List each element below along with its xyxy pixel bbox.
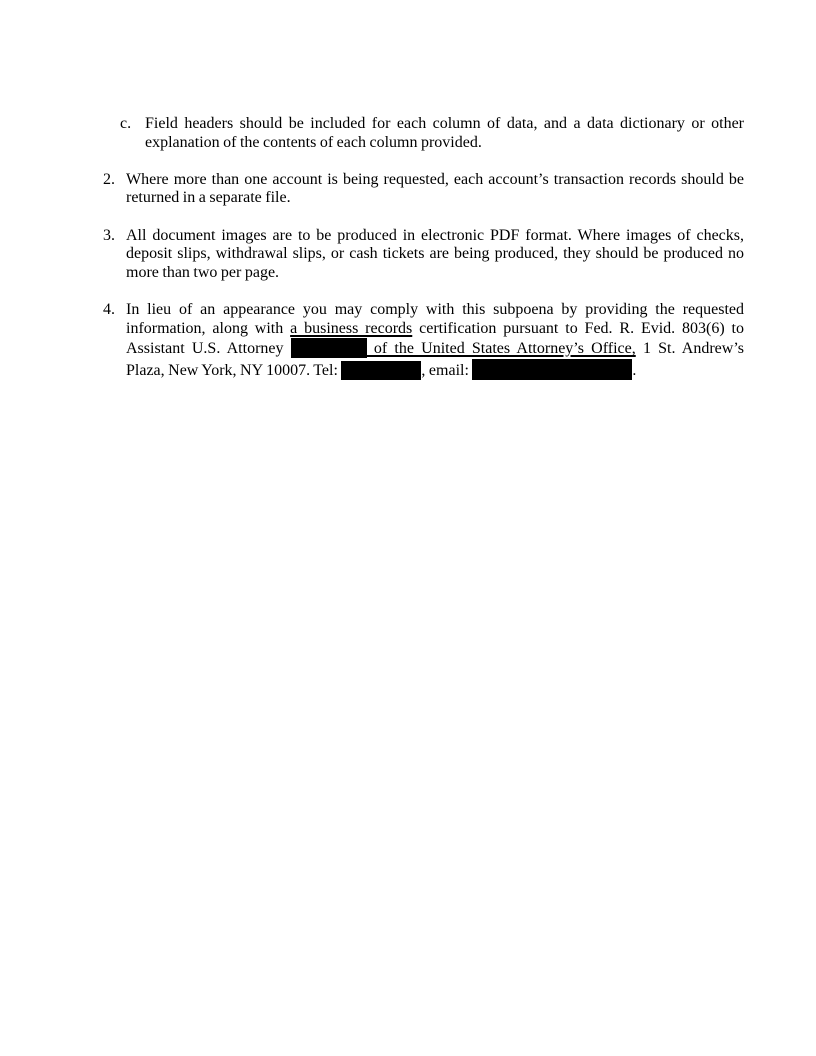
text-line — [126, 320, 744, 339]
underlined-phrase: a business records — [290, 319, 413, 337]
text-line: All document images are to be produced in electronic PDF format. Where images of checks, — [126, 226, 744, 244]
text-fragment: certification pursuant to Fed. R. Evid. 803(6) to — [412, 319, 744, 337]
list-item-c-text — [145, 115, 744, 152]
text-fragment: information, along with — [126, 319, 291, 337]
text-line: explanation of the contents of each column provided. — [145, 133, 482, 151]
text-line: Field headers should be included for each column of data, and a data dictionary or other — [145, 115, 744, 132]
text-line: In lieu of an appearance you may comply with this subpoena by providing the requested — [126, 300, 744, 318]
redaction-box-telephone — [341, 361, 421, 380]
list-item-4 — [103, 301, 744, 380]
text-fragment: , email: — [421, 361, 473, 379]
underlined-phrase: of the United States Attorney’s Office, — [366, 340, 636, 358]
text-fragment: Plaza, New York, NY 10007. Tel: — [126, 361, 342, 379]
list-item-3 — [103, 227, 744, 283]
list-item-2-text — [126, 171, 744, 208]
list-marker-c: c. — [120, 115, 132, 132]
text-line: Where more than one account is being requested, each account’s transaction records should be — [126, 170, 744, 188]
list-marker-3: 3. — [103, 226, 115, 244]
list-item-c — [103, 115, 744, 152]
list-item-3-text — [126, 227, 744, 283]
text-fragment: 1 St. Andrew’s — [635, 340, 745, 358]
document-body — [103, 115, 744, 380]
text-fragment: . — [632, 361, 637, 379]
list-item-2 — [103, 171, 744, 208]
list-item-4-text — [126, 301, 744, 380]
list-marker-2: 2. — [103, 170, 115, 188]
text-line — [126, 359, 744, 381]
text-line: more than two per page. — [126, 263, 280, 281]
redaction-box-email — [472, 359, 632, 380]
redaction-box-attorney-name — [291, 338, 367, 358]
list-marker-4: 4. — [103, 300, 115, 318]
text-line — [126, 338, 744, 359]
text-fragment: Assistant U.S. Attorney — [126, 340, 291, 358]
text-line: returned in a separate file. — [126, 189, 291, 207]
text-line: deposit slips, withdrawal slips, or cash tickets are being produced, they should be produced no — [126, 245, 744, 263]
